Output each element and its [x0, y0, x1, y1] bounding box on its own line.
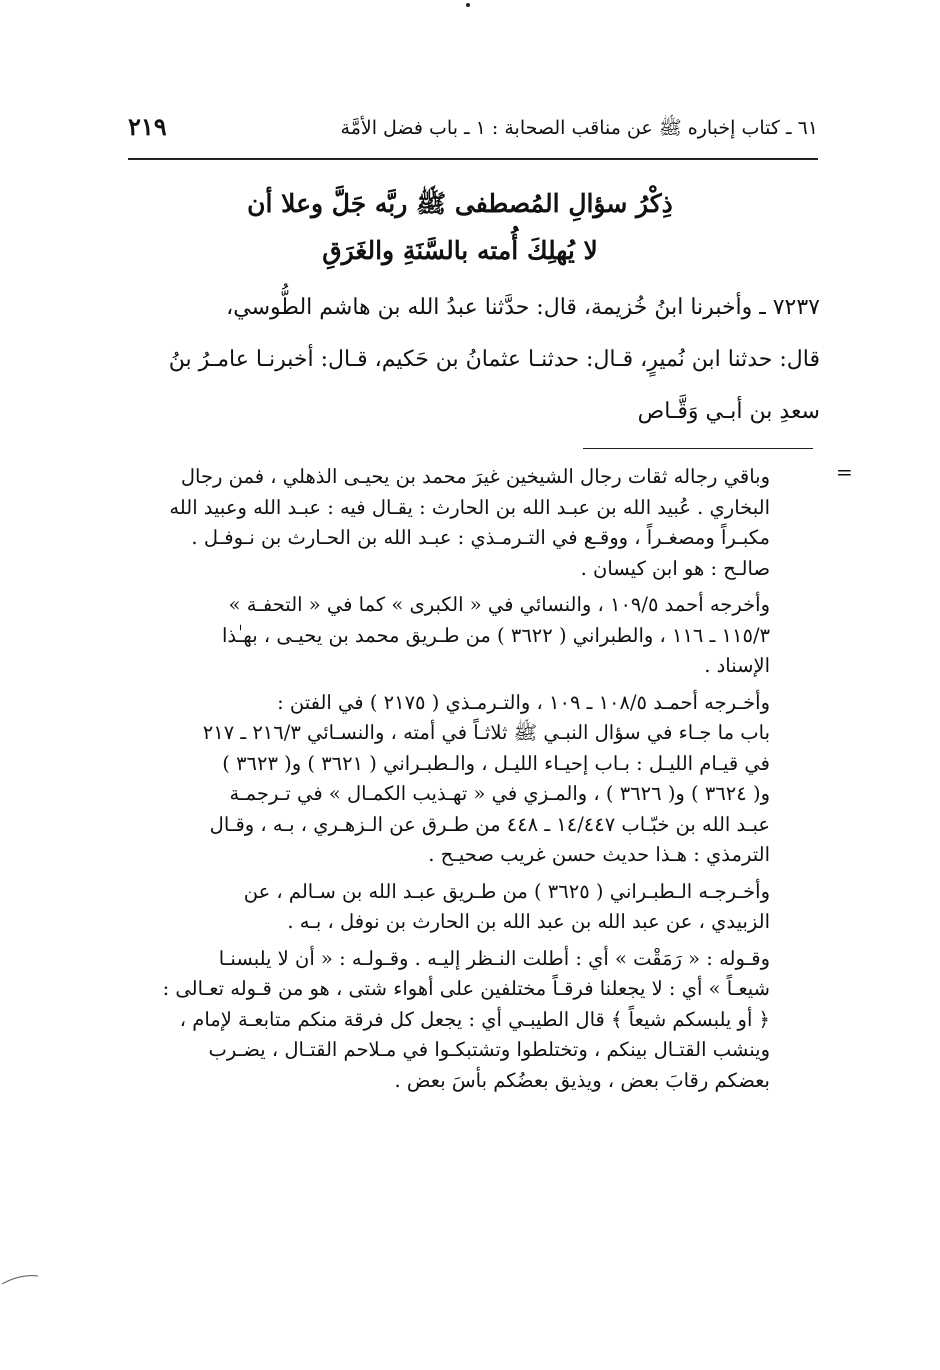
main-line: قال: حدثنا ابن نُميرٍ، قـال: حدثنـا عثمانُ بن حَكيم، قـال: أخبرنـا عامـرُ بنُ: [168, 347, 820, 372]
footnote-line: صالـح : هو ابن كيسان .: [580, 556, 770, 580]
footnote-paragraph: [120, 877, 770, 938]
main-line: ٧٢٣٧ ـ وأخبرنا ابنُ خُزيمة، قال: حدَّثنا عبدُ الله بن هاشم الطُّوسي،: [226, 295, 820, 320]
footnote-line: وقـوله : « رَمَقْت » أي : أطلت النـظر إليـه . وقـولـه : « أن لا يلبسنـا: [218, 946, 770, 970]
main-line: سعدِ بن أبـي وَقَّـاص: [637, 399, 820, 424]
heading-line-1: ذِكْرُ سؤالِ المُصطفى ﷺ ربَّه جَلَّ وعلا أن: [247, 189, 673, 218]
chapter-heading: [180, 180, 740, 274]
footnote-line: عبـد الله بن خبّـاب ١٤/٤٤٧ ـ ٤٤٨ من طـرق عن الـزهـري ، بـه ، وقـال: [209, 812, 770, 836]
footnote-rule: [583, 448, 813, 449]
footnote-line: وأخرجه أحمد ١٠٩/٥ ، والنسائي في « الكبرى » كما في « التحفـة »: [228, 593, 770, 616]
footnote-line: في قيـام الليـل : بـاب إحيـاء الليـل ، والـطبـراني ( ٣٦٢١ ) و( ٣٦٢٣ ): [222, 751, 770, 775]
footnote-paragraph: [120, 688, 770, 871]
footnote-line: الزبيدي ، عن عبد الله بن عبد الله بن الحارث بن نوفل ، بـه .: [287, 910, 770, 933]
footnote-line: وأخـرجه أحمـد ١٠٨/٥ ـ ١٠٩ ، والتـرمـذي ( ٢١٧٥ ) في الفتن :: [277, 690, 770, 714]
heading-line-2: لا يُهلِكَ أُمته بالسَّنَةِ والغَرَقِ: [322, 236, 598, 265]
footnote-continuation-marker: =: [836, 460, 853, 484]
footnote-line: وينشب القتـال بينكم ، وتختلطوا وتشتبكـوا في مـلاحم القتـال ، يضـرب: [208, 1038, 770, 1061]
pencil-mark: [0, 1262, 60, 1292]
footnote-line: باب ما جـاء في سؤال النبـي ﷺ ثلاثـاً في أمته ، والنسـائي ٢١٦/٣ ـ ٢١٧: [202, 721, 770, 744]
footnote-line: ١١٥/٣ ـ ١١٦ ، والطبراني ( ٣٦٢٢ ) من طـريق محمد بن يحيـى ، بهـٰذا: [221, 623, 770, 647]
footnote-line: شيعـاً » أي : لا يجعلنا فرقـاً مختلفين على أهواء شتى ، هو من قـوله تعـالى :: [162, 977, 770, 1000]
footnote-line: الترمذي : هـذا حديث حسن غريب صحيـح .: [428, 843, 770, 866]
footnote-line: وباقي رجاله ثقات رجال الشيخين غيرَ محمد بن يحيـى الذهلي ، فمن رجال: [180, 465, 770, 488]
footnote-line: مكبـراً ومصغـراً ، ووقـع في التـرمـذي : عبـد الله بن الحـارث بن نـوفـل .: [191, 526, 770, 549]
footnote-paragraph: [120, 462, 770, 584]
footnote-line: البخاري . عُبيد الله بن عبـد الله بن الحارث : يقـال فيه : عبـد الله وعبيد الله: [169, 495, 770, 519]
footnote-line: الإسناد .: [704, 654, 770, 677]
footnote-paragraph: [120, 590, 770, 682]
header-rule: [128, 158, 818, 160]
running-title: ٦١ ـ كتاب إخباره ﷺ عن مناقب الصحابة : ١ ـ باب فضل الأمَّة: [340, 117, 818, 139]
hadith-text: [110, 282, 820, 438]
running-header: [128, 112, 818, 152]
footnote-paragraph: [120, 944, 770, 1097]
page-number: ٢١٩: [128, 112, 167, 141]
footnote-line: و( ٣٦٢٤ ) و( ٣٦٢٦ ) ، والمـزي في « تهـذيب الكمـال » في تـرجمـة: [229, 782, 770, 805]
footnotes: [120, 462, 770, 1102]
footnote-line: وأخـرجـه الـطبـراني ( ٣٦٢٥ ) من طـريق عبـد الله بن سـالم ، عن: [243, 879, 770, 903]
print-dot: [466, 3, 470, 7]
footnote-line: بعضكم رقابَ بعض ، ويذيق بعضُكم بأسَ بعض .: [394, 1068, 770, 1092]
footnote-line: ﴿ أو يلبسكم شيعاً ﴾ قال الطيبـي أي : يجعل كل فرقة منكم متابعـة لإمام ،: [179, 1007, 770, 1031]
